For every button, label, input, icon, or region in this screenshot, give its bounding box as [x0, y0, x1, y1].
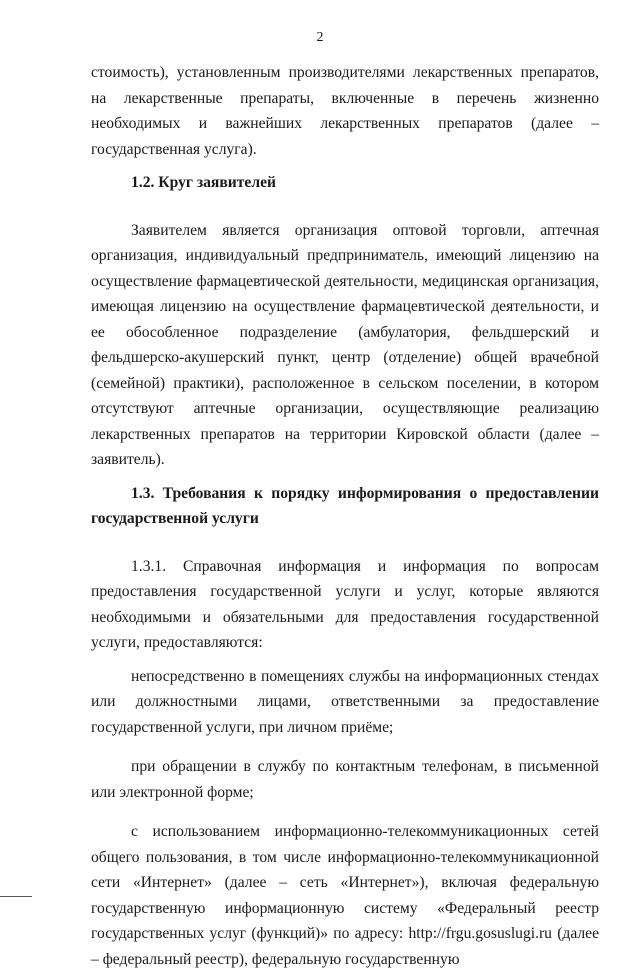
scan-edge-mark [0, 896, 32, 897]
paragraph-applicants: Заявителем является организация оптовой торговли, аптечная организация, индивидуальный предприниматель, имеющий лицензию на осуществление фармацевтической деятельности, медицинская организация, имеющая лицензию на осуществление фармацевтической деятельности, и ее обособленное подразделение (амбулатория, фельдшерский и фельдшерско-акушерский пункт, центр (отделение) общей врачебной (семейной) практики), расположенное в сельском поселении, в котором отсутствуют аптечные организации, осуществляющие реализацию лекарственных препаратов на территории Кировской области (далее – заявитель). [91, 221, 599, 468]
page-number: 2 [316, 30, 324, 45]
list-item-phone: при обращении в службу по контактным телефонам, в письменной или электронной форме; [91, 758, 599, 801]
paragraph-1-3-1: 1.3.1. Справочная информация и информация по вопросам предоставления государственной услуги и услуг, которые являются необходимыми и обязательными для предоставления государственной услуги, предоставляются: [91, 557, 599, 651]
paragraph-continuation: стоимость), установленным производителями лекарственных препаратов, на лекарственные препараты, включенные в перечень жизненно необходимых и важнейших лекарственных препаратов (далее – государственная услуга). [91, 64, 599, 158]
heading-applicants: 1.2. Круг заявителей [131, 174, 276, 191]
internet-text-b: (далее – федеральный реестр), федеральную государственную [91, 925, 599, 968]
list-item-info-stands: непосредственно в помещениях службы на информационных стендах или должностными лицами, ответственными за предоставление государственной услуги, при личном приёме; [91, 667, 599, 736]
document-body [91, 60, 599, 972]
list-item-internet [91, 819, 599, 972]
internet-text-a: с использованием информационно-телекоммуникационных сетей общего пользования, в том числе информационно-телекоммуникационной сети «Интернет» (далее – сеть «Интернет»), включая федеральную государственную информационную систему «Федеральный реестр государственных услуг (функций)» по адресу: [91, 823, 599, 942]
heading-information-requirements: 1.3. Требования к порядку информирования о предоставлении государственной услуги [91, 484, 599, 527]
frgu-url: http://frgu.gosuslugi.ru [408, 925, 552, 942]
